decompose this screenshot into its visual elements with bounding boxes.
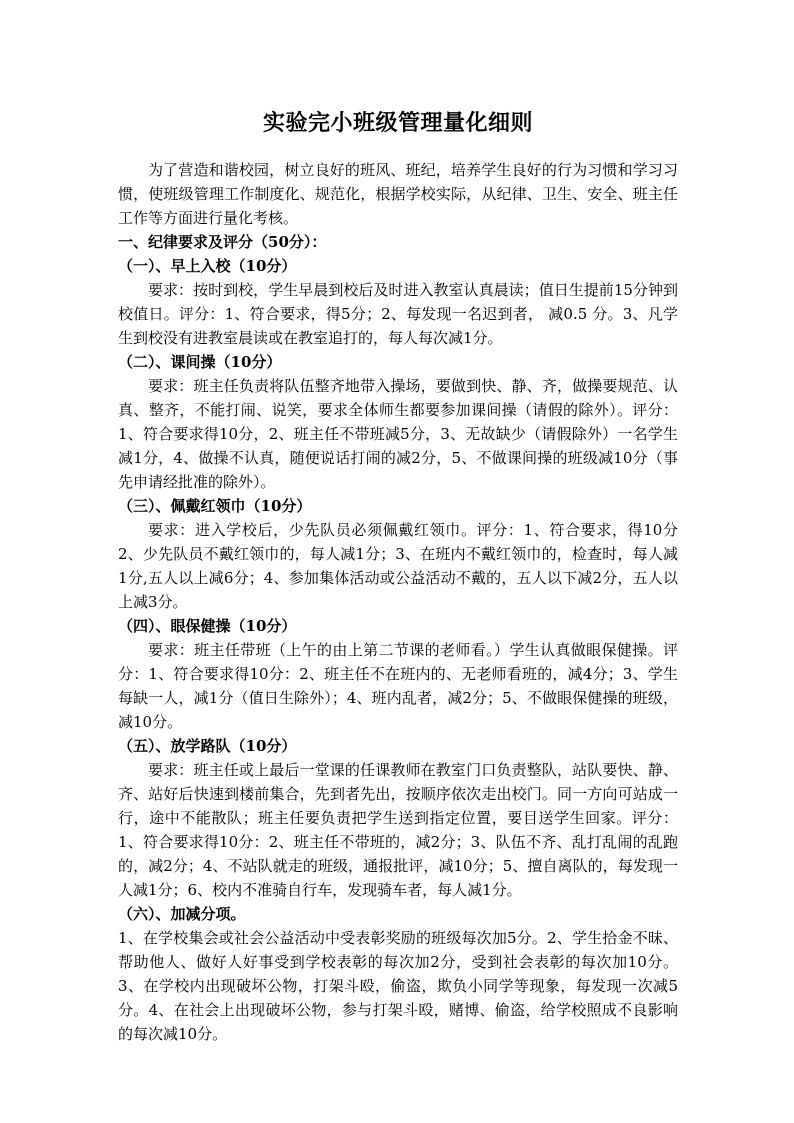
item-heading-bonus-penalty: （六）、加减分项。 (118, 905, 246, 923)
item-heading-red-scarf: （三）、佩戴红领巾（10分） (118, 497, 312, 515)
item-heading-dismissal-line: （五）、放学路队（10分） (118, 737, 297, 755)
item-heading-eye-exercise: （四）、眼保健操（10分） (118, 617, 297, 635)
item-heading-morning-arrival: （一）、早上入校（10分） (118, 257, 297, 275)
item-body-break-exercise: 要求：班主任负责将队伍整齐地带入操场，要做到快、静、齐，做操要规范、认真、整齐，不能打闹、说笑，要求全体师生都要参加课间操（请假的除外）。评分：1、符合要求得10分，2、班主任不带班减5分，3、无故缺少（请假除外）一名学生减1分，4、做操不认真，随便说话打闹的减2分，5、不做课间操的班级减10分（事先申请经批准的除外）。 (118, 377, 678, 491)
item-body-morning-arrival: 要求：按时到校，学生早晨到校后及时进入教室认真晨读；值日生提前15分钟到校值日。评分：1、符合要求，得5分；2、每发现一名迟到者， 减0.5 分。3、凡学生到校没有进教室晨读或在教室追打的，每人每次减1分。 (118, 281, 678, 347)
item-body-bonus-penalty: 1、在学校集会或社会公益活动中受表彰奖励的班级每次加5分。2、学生拾金不昧、帮助他人、做好人好事受到学校表彰的每次加2分，受到社会表彰的每次加10分。3、在学校内出现破坏公物，打架斗殴，偷盗，欺负小同学等现象，每发现一次减5分。4、在社会上出现破坏公物，参与打架斗殴，赌博、偷盗，给学校照成不良影响的每次减10分。 (118, 929, 678, 1043)
item-heading-break-exercise: （二）、课间操（10分） (118, 353, 282, 371)
item-body-eye-exercise: 要求：班主任带班（上午的由上第二节课的老师看。）学生认真做眼保健操。评分：1、符合要求得10分：2、班主任不在班内的、无老师看班的，减4分；3、学生每缺一人，减1分（值日生除外）；4、班内乱者，减2分；5、不做眼保健操的班级，减10分。 (118, 641, 678, 731)
document-title: 实验完小班级管理量化细则 (262, 111, 533, 136)
item-body-red-scarf: 要求：进入学校后，少先队员必须佩戴红领巾。评分：1、符合要求，得10分2、少先队员不戴红领巾的，每人减1分；3、在班内不戴红领巾的，检查时，每人减1分,五人以上减6分；4、参加集体活动或公益活动不戴的，五人以下减2分，五人以上减3分。 (118, 521, 678, 611)
document-content (118, 108, 678, 1046)
section-heading-discipline: 一、纪律要求及评分（50分）： (118, 233, 327, 251)
intro-paragraph: 为了营造和谐校园，树立良好的班风、班纪，培养学生良好的行为习惯和学习习惯，使班级管理工作制度化、规范化，根据学校实际，从纪律、卫生、安全、班主任工作等方面进行量化考核。 (118, 161, 678, 227)
item-body-dismissal-line: 要求：班主任或上最后一堂课的任课教师在教室门口负责整队，站队要快、静、齐、站好后快速到楼前集合，先到者先出，按顺序依次走出校门。同一方向可站成一行，途中不能散队；班主任要负责把学生送到指定位置，要目送学生回家。评分：1、符合要求得10分：2、班主任不带班的，减2分；3、队伍不齐、乱打乱闹的乱跑的，减2分；4、不站队就走的班级，通报批评，减10分；5、擅自离队的，每发现一人减1分；6、校内不准骑自行车，发现骑车者，每人减1分。 (118, 761, 678, 899)
